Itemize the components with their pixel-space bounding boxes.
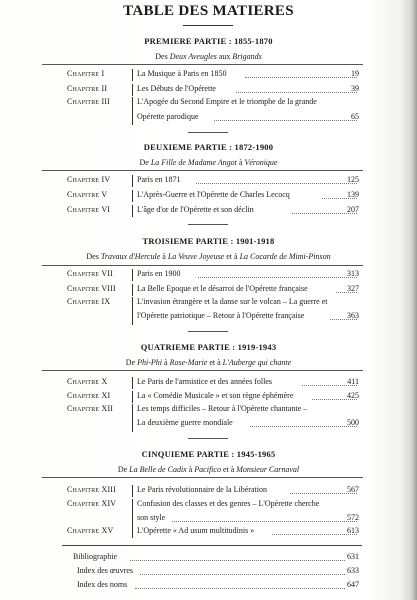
page-number: 327 xyxy=(347,284,359,293)
chapter-bar xyxy=(132,190,133,202)
subtitle-prefix: De xyxy=(125,358,138,367)
part-rule xyxy=(42,170,363,171)
chapter-number: Chapitre IV xyxy=(67,175,111,184)
section-separator xyxy=(188,224,228,225)
chapter-title: L'âge d'or de l'Opérette et son déclin xyxy=(137,205,254,214)
toc-row[interactable] xyxy=(0,499,417,511)
chapter-title: Les temps difficiles – Retour à l'Opérette chantante – xyxy=(137,404,308,413)
chapter-bar xyxy=(132,377,133,389)
section-separator xyxy=(188,132,228,133)
dot-leader xyxy=(272,526,357,535)
dot-leader xyxy=(198,269,357,278)
subtitle-work-2: La Veuve Joyeuse xyxy=(167,252,225,261)
page-number: 572 xyxy=(347,513,359,522)
subtitle-work-1: La Fille de Madame Angot xyxy=(150,158,237,167)
subtitle-connector: aux xyxy=(216,52,233,61)
chapter-number: Chapitre XIII xyxy=(67,485,117,494)
page-number: 125 xyxy=(347,175,359,184)
toc-row[interactable] xyxy=(0,97,417,109)
chapter-bar xyxy=(132,205,133,217)
part-subtitle xyxy=(0,465,417,474)
back-matter-label: Index des œuvres xyxy=(77,566,133,575)
subtitle-work-1: La Belle de Cadix xyxy=(129,465,187,474)
subtitle-prefix: Des xyxy=(86,252,101,261)
subtitle-work-2: Pacifico xyxy=(194,465,221,474)
back-matter-row[interactable] xyxy=(0,552,417,564)
toc-row[interactable] xyxy=(0,190,417,202)
subtitle-prefix: De xyxy=(139,158,151,167)
subtitle-work-2: Véronique xyxy=(244,158,278,167)
part-heading: PREMIERE PARTIE : 1855-1870 xyxy=(144,36,273,46)
subtitle-work-1: Travaux d'Hercule xyxy=(100,252,161,261)
dot-leader xyxy=(214,112,357,121)
page-number: 313 xyxy=(347,269,359,278)
page-number: 411 xyxy=(347,377,359,386)
dot-leader xyxy=(130,552,345,561)
toc-row-continued[interactable] xyxy=(0,311,417,323)
dot-leader xyxy=(140,566,345,575)
page-number: 207 xyxy=(347,205,359,214)
chapter-title: Confusion des classes et des genres – L'Opérette cherche xyxy=(137,499,320,508)
chapter-title: L'Apogée du Second Empire et le triomphe de la grande xyxy=(137,97,317,106)
title-rule xyxy=(183,25,233,26)
chapter-bar xyxy=(132,485,133,497)
dot-leader xyxy=(245,69,357,78)
chapter-title: L'Après-Guerre et l'Opérette de Charles Lecocq xyxy=(137,190,290,199)
section-separator xyxy=(188,331,228,332)
part-rule xyxy=(42,64,363,65)
part-4 xyxy=(0,342,417,367)
page-title: TABLE DES MATIERES xyxy=(123,3,294,19)
chapter-number: Chapitre XII xyxy=(67,404,114,413)
chapter-bar xyxy=(132,84,133,96)
chapter-number: Chapitre III xyxy=(67,97,111,106)
subtitle-work-3: Monsieur Carnaval xyxy=(236,465,300,474)
chapter-number: Chapitre II xyxy=(67,84,108,93)
subtitle-work-2: Brigands xyxy=(232,52,262,61)
chapter-title-line-2: Opérette parodique xyxy=(137,112,199,121)
toc-row[interactable] xyxy=(0,404,417,416)
subtitle-work-3: La Cocarde de Mimi-Pinson xyxy=(239,252,331,261)
page-number: 425 xyxy=(347,391,359,400)
toc-row[interactable] xyxy=(0,269,417,281)
chapter-number: Chapitre I xyxy=(67,69,105,78)
toc-row[interactable] xyxy=(0,284,417,296)
chapter-title: Paris en 1900 xyxy=(137,269,181,278)
part-subtitle xyxy=(0,52,417,61)
page-number: 65 xyxy=(351,112,359,121)
part-heading: QUATRIEME PARTIE : 1919-1943 xyxy=(140,342,277,352)
subtitle-connector: à xyxy=(162,358,170,367)
chapter-title: Paris en 1871 xyxy=(137,175,181,184)
part-subtitle xyxy=(0,158,417,167)
subtitle-connector: à xyxy=(236,158,245,167)
subtitle-connector: à xyxy=(160,252,168,261)
chapter-title: La Belle Epoque et le désarroi de l'Opérette française xyxy=(137,284,308,293)
chapter-title-line-2: l'Opérette patriotique – Retour à l'Opérette française xyxy=(137,311,305,320)
toc-row[interactable] xyxy=(0,526,417,538)
back-matter-row[interactable] xyxy=(0,580,417,592)
back-matter-row[interactable] xyxy=(0,566,417,578)
toc-row[interactable] xyxy=(0,377,417,389)
dot-leader xyxy=(250,418,357,427)
subtitle-connector: à xyxy=(186,465,195,474)
page-number: 633 xyxy=(347,566,359,575)
page-number: 631 xyxy=(347,552,359,561)
page-number: 363 xyxy=(347,311,359,320)
dot-leader xyxy=(196,175,357,184)
part-rule xyxy=(42,265,363,266)
back-matter-label: Index des noms xyxy=(77,580,128,589)
chapter-bar xyxy=(132,269,133,281)
chapter-bar xyxy=(132,69,133,81)
page-number: 613 xyxy=(347,526,359,535)
chapter-number: Chapitre VII xyxy=(67,269,114,278)
chapter-title: La Musique à Paris en 1850 xyxy=(137,69,227,78)
toc-row[interactable] xyxy=(0,485,417,497)
toc-row[interactable] xyxy=(0,297,417,309)
toc-row[interactable] xyxy=(0,69,417,81)
chapter-bar xyxy=(132,391,133,403)
chapter-number: Chapitre X xyxy=(67,377,108,386)
chapter-title-line-2: son style xyxy=(137,513,166,522)
dot-leader xyxy=(172,513,357,522)
chapter-title: Le Paris révolutionnaire de la Libération xyxy=(137,485,267,494)
chapter-bar xyxy=(132,526,133,538)
part-rule xyxy=(42,370,363,371)
chapter-number: Chapitre IX xyxy=(67,297,111,306)
part-3 xyxy=(0,236,417,261)
chapter-bar xyxy=(132,175,133,187)
chapter-number: Chapitre XIV xyxy=(67,499,117,508)
dot-leader xyxy=(135,580,345,589)
subtitle-work-1: Phi-Phi xyxy=(137,358,163,367)
part-heading: DEUXIEME PARTIE : 1872-1900 xyxy=(143,142,274,152)
part-subtitle xyxy=(0,358,417,367)
subtitle-connector-2: et à xyxy=(207,358,223,367)
chapter-title: La « Comédie Musicale » et son règne éphémère xyxy=(137,391,294,400)
back-matter-rule xyxy=(62,545,362,546)
section-separator xyxy=(188,438,228,439)
page-number: 647 xyxy=(347,580,359,589)
part-heading: TROISIEME PARTIE : 1901-1918 xyxy=(142,236,275,246)
subtitle-prefix: De xyxy=(117,465,130,474)
chapter-number: Chapitre XV xyxy=(67,526,114,535)
part-2 xyxy=(0,142,417,167)
chapter-number: Chapitre XI xyxy=(67,391,111,400)
subtitle-connector-2: et à xyxy=(224,252,240,261)
chapter-title: Les Débuts de l'Opérette xyxy=(137,84,216,93)
toc-row-continued[interactable] xyxy=(0,513,417,525)
toc-row[interactable] xyxy=(0,205,417,217)
subtitle-connector-2: et à xyxy=(220,465,237,474)
chapter-number: Chapitre V xyxy=(67,190,108,199)
toc-row[interactable] xyxy=(0,391,417,403)
page-number: 500 xyxy=(347,418,359,427)
dot-leader xyxy=(236,84,357,93)
toc-row-continued[interactable] xyxy=(0,418,417,430)
part-subtitle xyxy=(0,252,417,261)
subtitle-work-2: Rose-Marie xyxy=(169,358,208,367)
toc-row[interactable] xyxy=(0,175,417,187)
page-number: 39 xyxy=(351,84,359,93)
chapter-title-line-2: La deuxième guerre mondiale xyxy=(137,418,233,427)
page-number: 19 xyxy=(351,69,359,78)
chapter-number: Chapitre VI xyxy=(67,205,111,214)
part-rule xyxy=(42,477,363,478)
back-matter-label: Bibliographie xyxy=(73,552,117,561)
chapter-number: Chapitre VIII xyxy=(67,284,116,293)
subtitle-work-3: L'Auberge qui chante xyxy=(222,358,292,367)
part-5 xyxy=(0,449,417,474)
part-1 xyxy=(0,36,417,61)
chapter-title: Le Paris de l'armistice et des années folles xyxy=(137,377,272,386)
part-heading: CINQUIEME PARTIE : 1945-1965 xyxy=(141,449,276,459)
subtitle-work-1: Deux Aveugles xyxy=(169,52,217,61)
chapter-bar xyxy=(132,284,133,296)
page-number: 567 xyxy=(347,485,359,494)
page-number: 139 xyxy=(347,190,359,199)
toc-row-continued[interactable] xyxy=(0,112,417,124)
toc-row[interactable] xyxy=(0,84,417,96)
chapter-title: L'invasion étrangère et la danse sur le volcan – La guerre et xyxy=(137,297,328,306)
chapter-title: L'Opérette « Ad usum multitudinis » xyxy=(137,526,255,535)
subtitle-prefix: Des xyxy=(155,52,170,61)
